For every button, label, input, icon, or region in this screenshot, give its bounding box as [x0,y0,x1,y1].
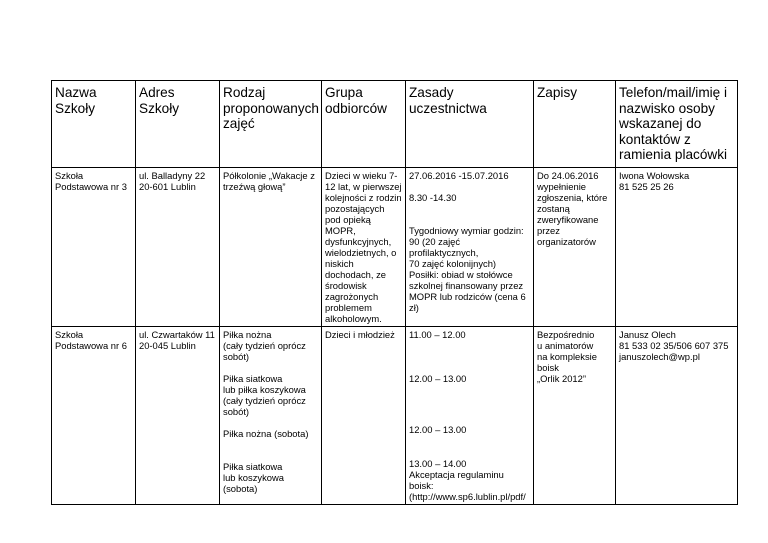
school-name-cell: Szkoła Podstawowa nr 6 [52,326,136,504]
table-row [52,326,738,504]
header-school-name: Nazwa Szkoły [52,81,136,168]
activity-item: Piłka nożna (sobota) [223,427,309,439]
school-address-cell: ul. Czwartaków 11 20-045 Lublin [136,326,220,504]
header-contact: Telefon/mail/imię i nazwisko osoby wskazanej do kontaktów z ramienia placówki [616,81,738,168]
rule-item: 12.00 – 13.00 [409,372,467,384]
activity-item: Półkolonie „Wakacje z trzeźwą głową” [223,169,315,192]
activity-item: Piłka nożna (cały tydzień oprócz sobót) [223,328,306,362]
header-participation-rules: Zasady uczestnictwa [406,81,534,168]
rule-item: 8.30 -14.30 [409,191,457,203]
contact-cell: Iwona Wołowska 81 525 25 26 [616,167,738,326]
school-address-cell: ul. Balladyny 22 20-601 Lublin [136,167,220,326]
header-signup: Zapisy [534,81,616,168]
rules-cell [406,326,534,504]
activities-cell [220,326,322,504]
rule-item: Tygodniowy wymiar godzin: 90 (20 zajęć profilaktycznych, 70 zajęć kolonijnych) Posiłki: obiad w stołówce szkolnej finansowany przez MOPR lub rodziców (cena 6 zł) [409,224,526,313]
target-group-cell: Dzieci w wieku 7- 12 lat, w pierwszej kolejności z rodzin pozostających pod opieką MOPR, dysfunkcyjnych, wielodzietnych, o niskich dochodach, ze środowisk zagrożonych problemem alkoholowym. [322,167,406,326]
activity-item: Piłka siatkowa lub koszykowa (sobota) [223,460,284,494]
header-school-address: Adres Szkoły [136,81,220,168]
activity-item: Piłka siatkowa lub piłka koszykowa (cały tydzień oprócz sobót) [223,372,306,417]
signup-cell: Bezpośrednio u animatorów na kompleksie boisk „Orlik 2012” [534,326,616,504]
contact-cell: Janusz Olech 81 533 02 35/506 607 375 januszolech@wp.pl [616,326,738,504]
table-row [52,167,738,326]
target-group-cell: Dzieci i młodzież [322,326,406,504]
rule-item: 11.00 – 12.00 [409,328,466,340]
header-activity-type: Rodzaj proponowanych zajęć [220,81,322,168]
signup-cell: Do 24.06.2016 wypełnienie zgłoszenia, które zostaną zweryfikowane przez organizatorów [534,167,616,326]
schools-table [51,80,738,505]
school-name-cell: Szkoła Podstawowa nr 3 [52,167,136,326]
header-target-group: Grupa odbiorców [322,81,406,168]
rule-item: 27.06.2016 -15.07.2016 [409,169,509,181]
rule-item: 12.00 – 13.00 [409,423,467,435]
rule-item: 13.00 – 14.00 Akceptacja regulaminu boisk: (http://www.sp6.lublin.pl/pdf/ [409,457,526,502]
activities-cell [220,167,322,326]
rules-cell [406,167,534,326]
header-row [52,81,738,168]
